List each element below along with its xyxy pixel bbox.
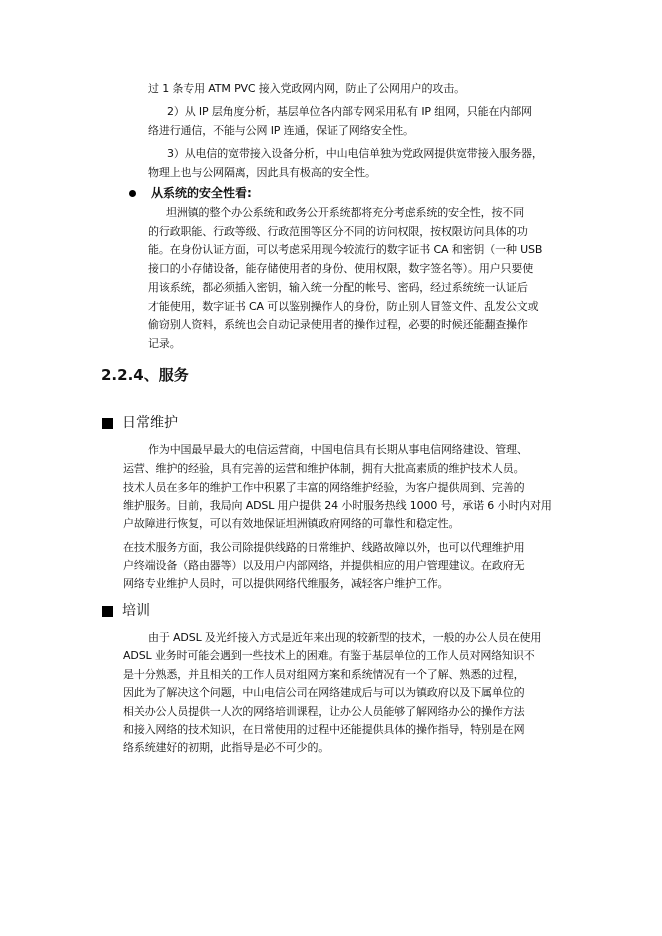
heading-training: 培训: [122, 603, 150, 619]
text-line: 运营、维护的经验，具有完善的运营和维护体制，拥有大批高素质的维护技术人员。: [123, 462, 525, 475]
text-line: 过 1 条专用 ATM PVC 接入党政网内网，防止了公网用户的攻击。: [148, 82, 465, 95]
bullet-icon: [129, 190, 136, 197]
text-line: 因此为了解决这个问题，中山电信公司在网络建成后与可以为镇政府以及下属单位的: [123, 686, 525, 699]
heading-daily-maintenance: 日常维护: [122, 415, 178, 431]
text-line: 是十分熟悉，并且相关的工作人员对组网方案和系统情况有一个了解、熟悉的过程，: [123, 668, 525, 681]
text-line: 络进行通信，不能与公网 IP 连通，保证了网络安全性。: [148, 124, 414, 137]
text-line: 户故障进行恢复，可以有效地保证坦洲镇政府网络的可靠性和稳定性。: [123, 517, 460, 530]
text-line: 户终端设备（路由器等）以及用户内部网络，并提供相应的用户管理建议。在政府无: [123, 559, 525, 572]
text-line: 网络专业维护人员时，可以提供网络代维服务，减轻客户维护工作。: [123, 577, 449, 590]
text-line: 在技术服务方面，我公司除提供线路的日常维护、线路故障以外，也可以代理维护用: [123, 541, 525, 554]
text-line: 3）从电信的宽带接入设备分析，中山电信单独为党政网提供宽带接入服务器，: [167, 147, 543, 160]
text-line: 2）从 IP 层角度分析，基层单位各内部专网采用私有 IP 组网，只能在内部网: [167, 105, 532, 118]
text-line: 络系统建好的初期，此指导是必不可少的。: [123, 741, 330, 754]
text-line: 的行政职能、行政等级、行政范围等区分不同的访问权限，按权限访问具体的功: [148, 225, 528, 238]
text-line: 记录。: [148, 337, 181, 350]
text-line: ADSL 业务时可能会遇到一些技术上的困难。有鉴于基层单位的工作人员对网络知识不: [123, 649, 535, 662]
text-line: 相关办公人员提供一人次的网络培训课程，让办公人员能够了解网络办公的操作方法: [123, 705, 525, 718]
text-line: 能。在身份认证方面，可以考虑采用现今较流行的数字证书 CA 和密钥（一种 USB: [148, 243, 543, 256]
square-bullet-icon: [102, 606, 113, 617]
text-line: 由于 ADSL 及光纤接入方式是近年来出现的较新型的技术，一般的办公人员在使用: [148, 631, 542, 644]
text-line: 维护服务。目前，我局向 ADSL 用户提供 24 小时服务热线 1000 号，承诺 6 小时内对用: [123, 499, 552, 512]
text-line: 坦洲镇的整个办公系统和政务公开系统都将充分考虑系统的安全性，按不同: [166, 206, 525, 219]
text-line: 和接入网络的技术知识，在日常使用的过程中还能提供具体的操作指导，特别是在网: [123, 723, 525, 736]
subheading-system-security: 从系统的安全性看:: [151, 186, 252, 200]
text-line: 物理上也与公网隔离，因此具有极高的安全性。: [148, 166, 376, 179]
text-line: 作为中国最早最大的电信运营商，中国电信具有长期从事电信网络建设、管理、: [148, 443, 528, 456]
text-line: 技术人员在多年的维护工作中积累了丰富的网络维护经验，为客户提供周到、完善的: [123, 481, 525, 494]
section-title: 2.2.4、服务: [101, 366, 189, 384]
text-line: 接口的小存储设备，能存储使用者的身份、使用权限，数字签名等）。用户只要使: [148, 262, 534, 275]
text-line: 偷窃别人资料，系统也会自动记录使用者的操作过程，必要的时候还能翻查操作: [148, 318, 528, 331]
text-line: 用该系统，都必须插入密钥，输入统一分配的帐号、密码，经过系统统一认证后: [148, 281, 528, 294]
text-line: 才能使用，数字证书 CA 可以鉴别操作人的身份，防止别人冒签文件、乱发公文或: [148, 300, 539, 313]
square-bullet-icon: [102, 418, 113, 429]
